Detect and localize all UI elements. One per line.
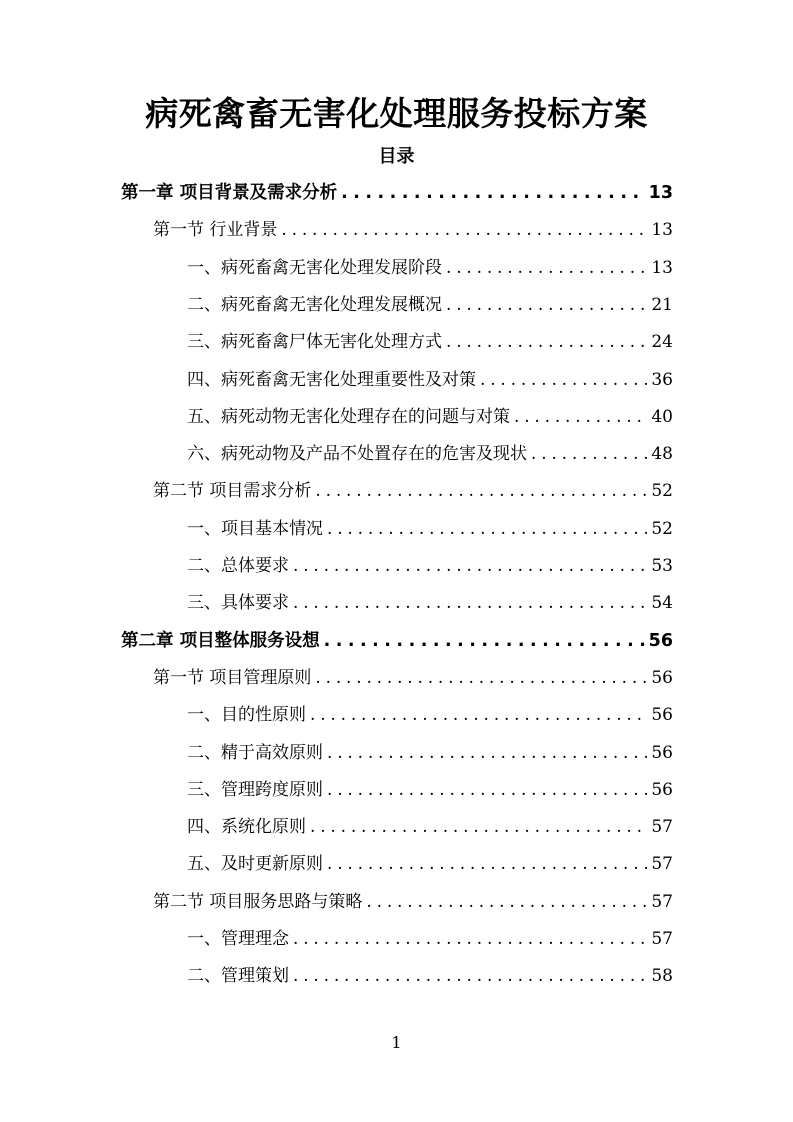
toc-entry-label: 四、病死畜禽无害化处理重要性及对策	[187, 369, 476, 390]
toc-entry[interactable]	[153, 660, 673, 697]
toc-entry[interactable]	[187, 697, 673, 734]
toc-dot-leader	[446, 324, 647, 361]
toc-entry[interactable]	[187, 735, 673, 772]
toc-entry-label: 一、病死畜禽无害化处理发展阶段	[187, 257, 442, 278]
toc-entry-label: 五、及时更新原则	[187, 854, 323, 875]
toc-entry[interactable]	[187, 585, 673, 622]
toc-entry-label: 第二节 项目需求分析	[153, 481, 312, 502]
toc-entry-page: 57	[651, 854, 673, 875]
toc-dot-leader	[293, 958, 647, 995]
toc-dot-leader	[446, 250, 647, 287]
toc-entry-label: 一、目的性原则	[187, 705, 306, 726]
toc-entry-label: 二、总体要求	[187, 556, 289, 576]
toc-entry-label: 五、病死动物无害化处理存在的问题与对策	[187, 406, 510, 427]
toc-entry[interactable]	[187, 548, 673, 585]
toc-entry[interactable]	[187, 809, 673, 846]
toc-dot-leader	[341, 175, 645, 212]
toc-entry-label: 二、管理策划	[187, 966, 289, 987]
toc-dot-leader	[327, 772, 647, 809]
toc-entry[interactable]	[187, 772, 673, 809]
toc-entry-label: 第一节 行业背景	[153, 220, 278, 241]
toc-entry[interactable]	[153, 212, 673, 249]
document-title: 病死禽畜无害化处理服务投标方案	[145, 94, 648, 133]
toc-entry[interactable]	[187, 921, 673, 958]
toc-entry[interactable]	[187, 436, 673, 473]
toc-entry-page: 56	[648, 630, 673, 651]
toc-entry-page: 13	[648, 183, 673, 203]
toc-entry-page: 57	[651, 891, 673, 912]
toc-dot-leader	[281, 212, 647, 249]
toc-dot-leader	[514, 399, 647, 436]
toc-entry-label: 一、管理理念	[187, 929, 289, 949]
toc-entry-page: 40	[651, 406, 673, 427]
toc-entry[interactable]	[187, 846, 673, 883]
toc-entry[interactable]	[187, 362, 673, 399]
toc-entry-label: 三、具体要求	[187, 593, 289, 614]
toc-entry[interactable]	[153, 473, 673, 510]
toc-entry-page: 56	[651, 667, 673, 688]
toc-dot-leader	[310, 809, 647, 846]
toc-entry[interactable]	[121, 175, 673, 212]
toc-dot-leader	[446, 287, 647, 324]
toc-entry-page: 21	[651, 294, 673, 315]
toc-entry-page: 48	[651, 444, 673, 465]
toc-dot-leader	[480, 362, 647, 399]
toc-entry-page: 57	[651, 929, 673, 949]
toc-dot-leader	[293, 585, 647, 622]
toc-entry-label: 三、管理跨度原则	[187, 779, 323, 800]
toc-entry-page: 56	[651, 705, 673, 726]
toc-entry-page: 13	[651, 257, 673, 278]
toc-entry[interactable]	[121, 623, 673, 660]
toc-entry-page: 58	[651, 966, 673, 987]
toc-entry[interactable]	[153, 884, 673, 921]
toc-dot-leader	[293, 548, 647, 585]
toc-entry-label: 第一节 项目管理原则	[153, 667, 312, 688]
toc-entry[interactable]	[187, 250, 673, 287]
toc-entry-page: 52	[651, 481, 673, 502]
toc-entry-label: 一、项目基本情况	[187, 518, 323, 539]
toc-entry-label: 六、病死动物及产品不处置存在的危害及现状	[187, 444, 527, 465]
toc-entry-label: 第一章 项目背景及需求分析	[121, 183, 338, 203]
toc-dot-leader	[324, 623, 645, 660]
toc-entry[interactable]	[187, 287, 673, 324]
toc-entry-page: 24	[651, 332, 673, 353]
toc-dot-leader	[327, 846, 647, 883]
toc-entry[interactable]	[187, 958, 673, 995]
toc-entry-label: 四、系统化原则	[187, 817, 306, 838]
toc-entry-page: 54	[651, 593, 673, 614]
toc-dot-leader	[327, 735, 647, 772]
toc-entry-page: 53	[651, 556, 673, 576]
toc-entry[interactable]	[187, 511, 673, 548]
toc-dot-leader	[327, 511, 647, 548]
toc-entry[interactable]	[187, 399, 673, 436]
toc-entry-label: 二、精于高效原则	[187, 742, 323, 763]
toc-heading: 目录	[378, 146, 415, 167]
toc-entry-label: 第二章 项目整体服务设想	[121, 630, 320, 651]
toc-entry[interactable]	[187, 324, 673, 361]
toc-entry-page: 52	[651, 518, 673, 539]
toc-dot-leader	[293, 921, 647, 958]
toc-dot-leader	[366, 884, 647, 921]
toc-entry-label: 三、病死畜禽尸体无害化处理方式	[187, 332, 442, 353]
toc-entry-page: 56	[651, 779, 673, 800]
toc-entry-label: 二、病死畜禽无害化处理发展概况	[187, 294, 442, 315]
toc-dot-leader	[315, 473, 647, 510]
toc-entry-page: 13	[651, 220, 673, 241]
toc-entry-page: 56	[651, 742, 673, 763]
toc-entry-page: 57	[651, 817, 673, 838]
toc-dot-leader	[315, 660, 647, 697]
toc-dot-leader	[310, 697, 647, 734]
toc-dot-leader	[531, 436, 647, 473]
toc-entry-page: 36	[651, 369, 673, 390]
page-number: 1	[391, 1033, 402, 1052]
toc-entry-label: 第二节 项目服务思路与策略	[153, 891, 363, 912]
